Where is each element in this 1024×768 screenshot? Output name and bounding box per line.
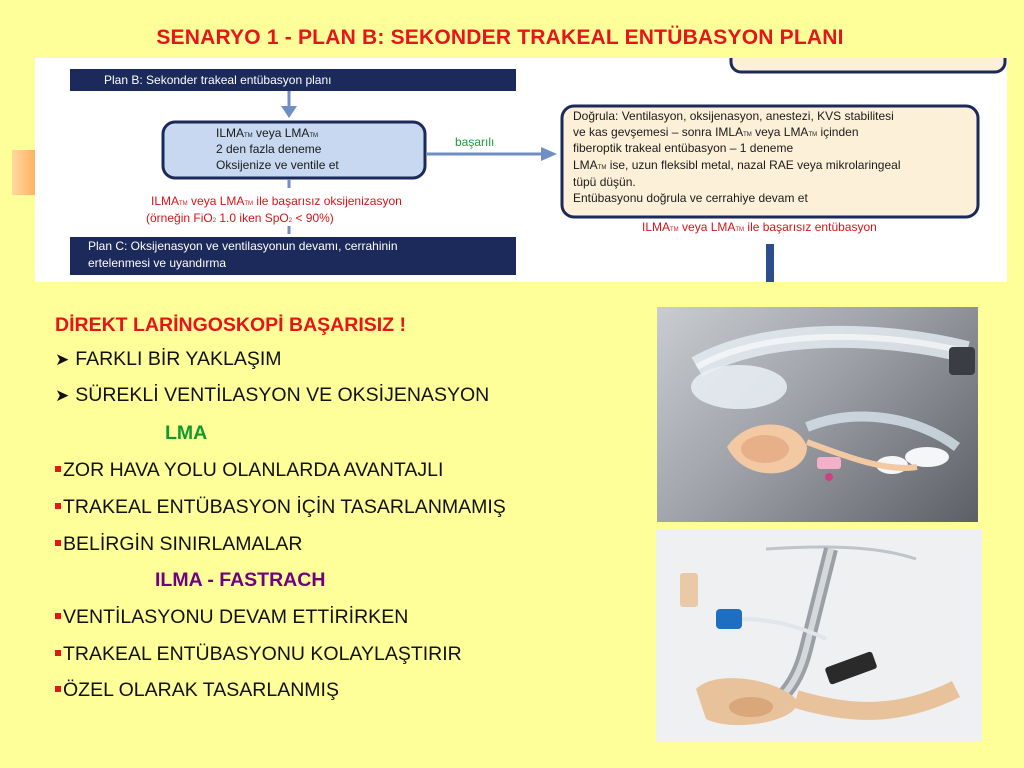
heading-lma: LMA (165, 422, 208, 444)
square-bullet-icon (55, 650, 61, 656)
lma-item-1: TRAKEAL ENTÜBASYON İÇİN TASARLANMAMIŞ (55, 496, 506, 519)
ilma-item-0: VENTİLASYONU DEVAM ETTİRİRKEN (55, 606, 408, 629)
box-left-line2: 2 den fazla deneme (216, 142, 322, 156)
square-bullet-icon (55, 503, 61, 509)
success-label: başarılı (455, 135, 495, 149)
right-down-connector (766, 244, 774, 282)
plan-c-line2: ertelenmesi ve uyandırma (88, 256, 227, 270)
flowchart-plan-b (35, 58, 1007, 282)
arrowhead-bullet-icon: ➤ (55, 386, 70, 405)
box-right-line6: Entübasyonu doğrula ve cerrahiye devam et (573, 191, 808, 205)
box-left-line1: ILMATM veya LMATM (216, 126, 319, 140)
ilma-item-1: TRAKEAL ENTÜBASYONU KOLAYLAŞTIRIR (55, 643, 462, 666)
lma-device-illustration (657, 307, 978, 522)
square-bullet-icon (55, 540, 61, 546)
box-right-line5: tüpü düşün. (573, 175, 636, 189)
lma-device-photo (657, 307, 978, 522)
arrowhead-bullet-icon: ➤ (55, 350, 70, 369)
heading-ilma-fastrach: ILMA - FASTRACH (155, 569, 326, 591)
box-right-line2: ve kas gevşemesi – sonra IMLATM veya LMATM içinden (573, 125, 859, 139)
square-bullet-icon (55, 466, 61, 472)
top-right-box-remnant (731, 58, 1005, 72)
square-bullet-icon (55, 686, 61, 692)
fail-intubation-label: ILMATM veya LMATM ile başarısız entübasyon (642, 220, 877, 234)
plan-c-line1: Plan C: Oksijenasyon ve ventilasyonun devamı, cerrahinin (88, 239, 398, 253)
arrow-down-icon (281, 106, 297, 118)
box-right-line3: fiberoptik trakeal entübasyon – 1 deneme (573, 141, 794, 155)
heading-direct-laryngoscopy: DİREKT LARİNGOSKOPİ BAŞARISIZ ! (55, 314, 407, 336)
arrow-item-0: ➤ FARKLI BİR YAKLAŞIM (55, 348, 282, 370)
square-bullet-icon (55, 613, 61, 619)
decorative-accent-bar (12, 150, 36, 195)
slide-title: SENARYO 1 - PLAN B: SEKONDER TRAKEAL ENTÜBASYON PLANI (156, 26, 844, 49)
ilma-item-2: ÖZEL OLARAK TASARLANMIŞ (55, 679, 339, 702)
fail-oxy-line1: ILMATM veya LMATM ile başarısız oksijenizasyon (151, 194, 402, 208)
box-left-line3: Oksijenize ve ventile et (216, 158, 339, 172)
box-right-line1: Doğrula: Ventilasyon, oksijenasyon, anestezi, KVS stabilitesi (573, 109, 894, 123)
lma-item-2: BELİRGİN SINIRLAMALAR (55, 533, 302, 556)
fail-oxy-line2: (örneğin FiO2 1.0 iken SpO2 < 90%) (146, 211, 334, 225)
ilma-device-illustration (656, 529, 982, 741)
arrow-right-icon (541, 147, 557, 161)
plan-b-bar-label: Plan B: Sekonder trakeal entübasyon planı (104, 73, 332, 87)
ilma-fastrach-device-photo (656, 529, 982, 741)
lma-item-0: ZOR HAVA YOLU OLANLARDA AVANTAJLI (55, 459, 443, 482)
arrow-item-1: ➤ SÜREKLİ VENTİLASYON VE OKSİJENASYON (55, 384, 490, 406)
box-right-line4: LMATM ise, uzun fleksibl metal, nazal RAE veya mikrolaringeal (573, 158, 901, 172)
